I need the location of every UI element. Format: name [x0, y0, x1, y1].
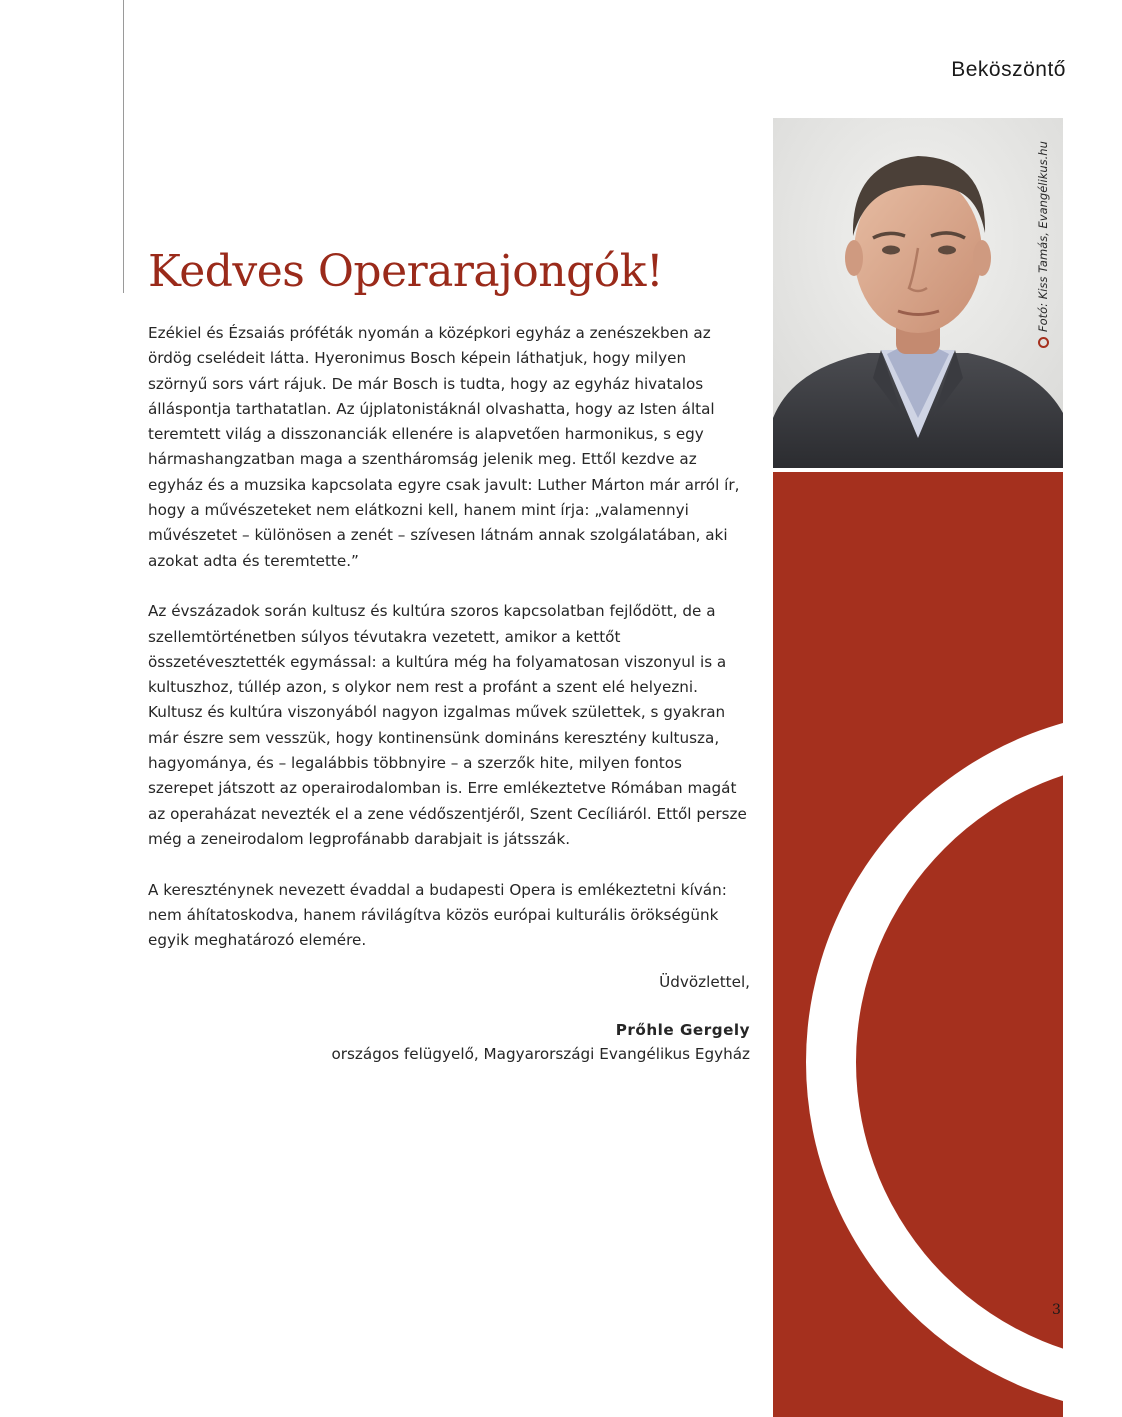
paragraph: Az évszázadok során kultusz és kultúra szoros kapcsolatban fejlődött, de a szellemtörténetben súlyos tévutakra vezetett, amikor a kettőt összetévesztették egymással: a kultúra még ha folyamatosan viszonyul is a kultuszhoz, túllép azon, s olykor nem rest a profánt a szent elé helyezni. Kultusz és kultúra viszonyából nagyon izgalmas művek születtek, s gyakran már észre sem vesszük, hogy kontinensünk domináns keresztény kultusza, hagyománya, és – legalábbis többnyire – a szerzők hite, milyen fontos szerepet játszott az operairodalomban is. Erre emlékeztetve Rómában magát az operaházat nevezték el a zene védőszentjéről, Szent Cecíliáról. Ettől persze még a zeneirodalom legprofánabb darabjait is játsszák. [148, 602, 747, 848]
author-name: Prőhle Gergely [615, 1021, 750, 1039]
page-number: 3 [1052, 1302, 1061, 1318]
article-body [148, 321, 748, 979]
greeting: Üdvözlettel, [659, 973, 750, 991]
photo-credit-text: Fotó: Kiss Tamás, Evangélikus.hu [1036, 141, 1050, 332]
decorative-red-panel [773, 472, 1063, 1417]
author-role: országos felügyelő, Magyarországi Evangélikus Egyház [331, 1045, 750, 1063]
signature-block [331, 973, 750, 1063]
page-title: Kedves Operarajongók! [148, 246, 664, 297]
paragraph: Ezékiel és Ézsaiás próféták nyomán a középkori egyház a zenészekben az ördög cselédeit látta. Hyeronimus Bosch képein láthatjuk, hogy milyen szörnyű sors várt rájuk. De már Bosch is tudta, hogy az egyház hivatalos álláspontja tarthatatlan. Az újplatonistáknál olvashatta, hogy az Isten által teremtett világ a disszonanciák ellenére is alapvetően harmonikus, s egy hármashangzatban maga a szentháromság jelenik meg. Ettől kezdve az egyház és a muzsika kapcsolata egyre csak javult: Luther Márton már arról ír, hogy a művészeteket nem elátkozni kell, hanem mint írja: „valamennyi művészetet – különösen a zenét – szívesen látnám annak szolgálatában, aki azokat adta és teremtette.” [148, 324, 740, 570]
margin-rule [123, 0, 124, 293]
section-title: Beköszöntő [951, 58, 1066, 81]
credit-circle-icon [1038, 337, 1049, 348]
portrait-photo [773, 118, 1063, 468]
paragraph: A kereszténynek nevezett évaddal a budapesti Opera is emlékeztetni kíván: nem áhítatoskodva, hanem rávilágítva közös európai kulturális örökségünk egyik meghatározó elemére. [148, 880, 727, 950]
